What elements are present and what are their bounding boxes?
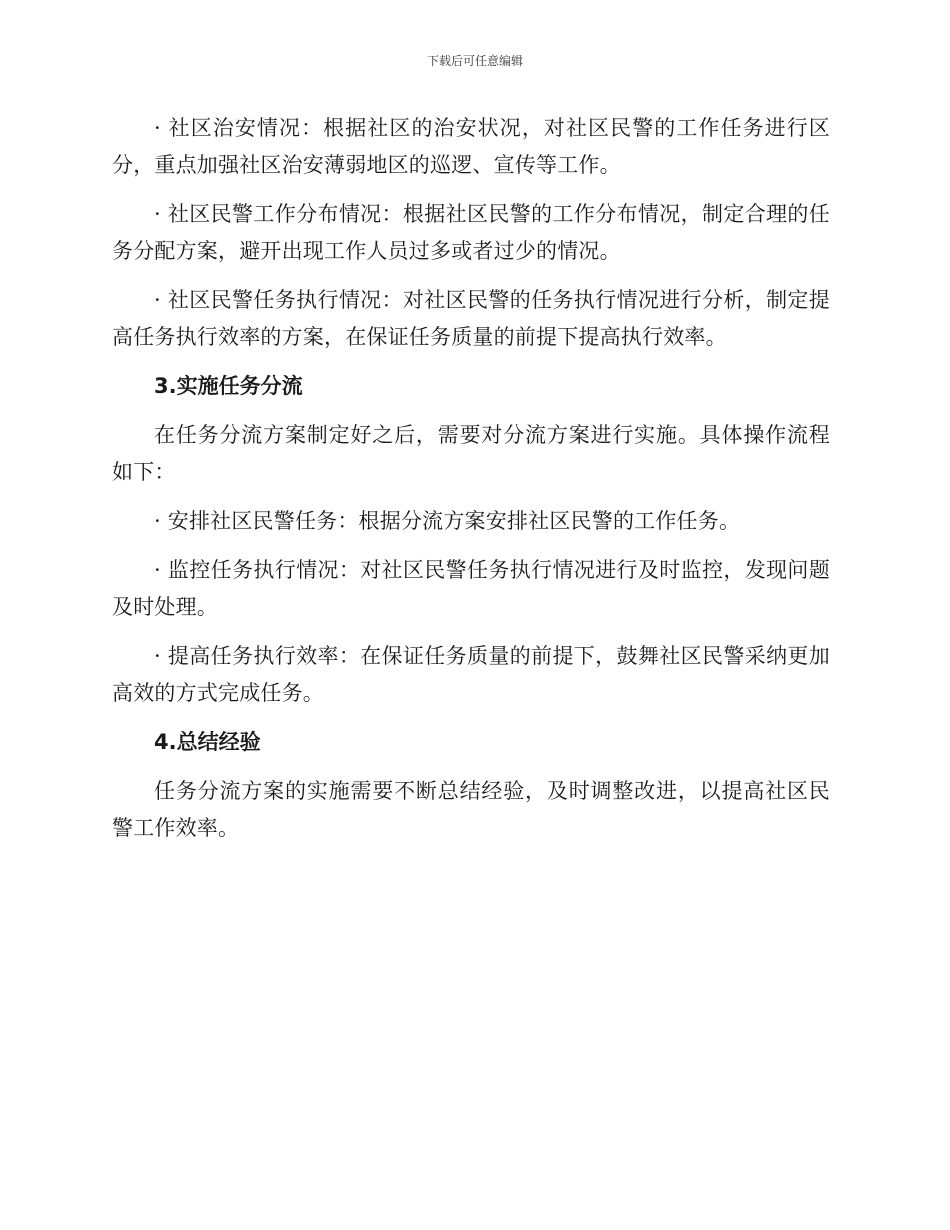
bullet-task-execution: · 社区民警任务执行情况：对社区民警的任务执行情况进行分析，制定提高任务执行效率的方案，在保证任务质量的前提下提高执行效率。 bbox=[112, 288, 830, 349]
section-heading-implement: 3.实施任务分流 bbox=[154, 374, 303, 398]
paragraph-implement-intro: 在任务分流方案制定好之后，需要对分流方案进行实施。具体操作流程如下： bbox=[112, 423, 830, 484]
bullet-improve-efficiency: · 提高任务执行效率：在保证任务质量的前提下，鼓舞社区民警采纳更加高效的方式完成任务。 bbox=[112, 644, 830, 705]
document-body bbox=[112, 110, 830, 859]
bullet-police-distribution: · 社区民警工作分布情况：根据社区民警的工作分布情况，制定合理的任务分配方案，避开出现工作人员过多或者过少的情况。 bbox=[112, 202, 830, 263]
bullet-monitor-execution: · 监控任务执行情况：对社区民警任务执行情况进行及时监控，发现问题及时处理。 bbox=[112, 558, 830, 619]
bullet-arrange-tasks: · 安排社区民警任务：根据分流方案安排社区民警的工作任务。 bbox=[154, 509, 741, 533]
header-note: 下载后可任意编辑 bbox=[426, 54, 523, 68]
paragraph-summary: 任务分流方案的实施需要不断总结经验，及时调整改进，以提高社区民警工作效率。 bbox=[112, 779, 830, 840]
section-heading-summary: 4.总结经验 bbox=[154, 730, 261, 754]
bullet-community-security: · 社区治安情况：根据社区的治安状况，对社区民警的工作任务进行区分，重点加强社区治安薄弱地区的巡逻、宣传等工作。 bbox=[112, 116, 830, 177]
